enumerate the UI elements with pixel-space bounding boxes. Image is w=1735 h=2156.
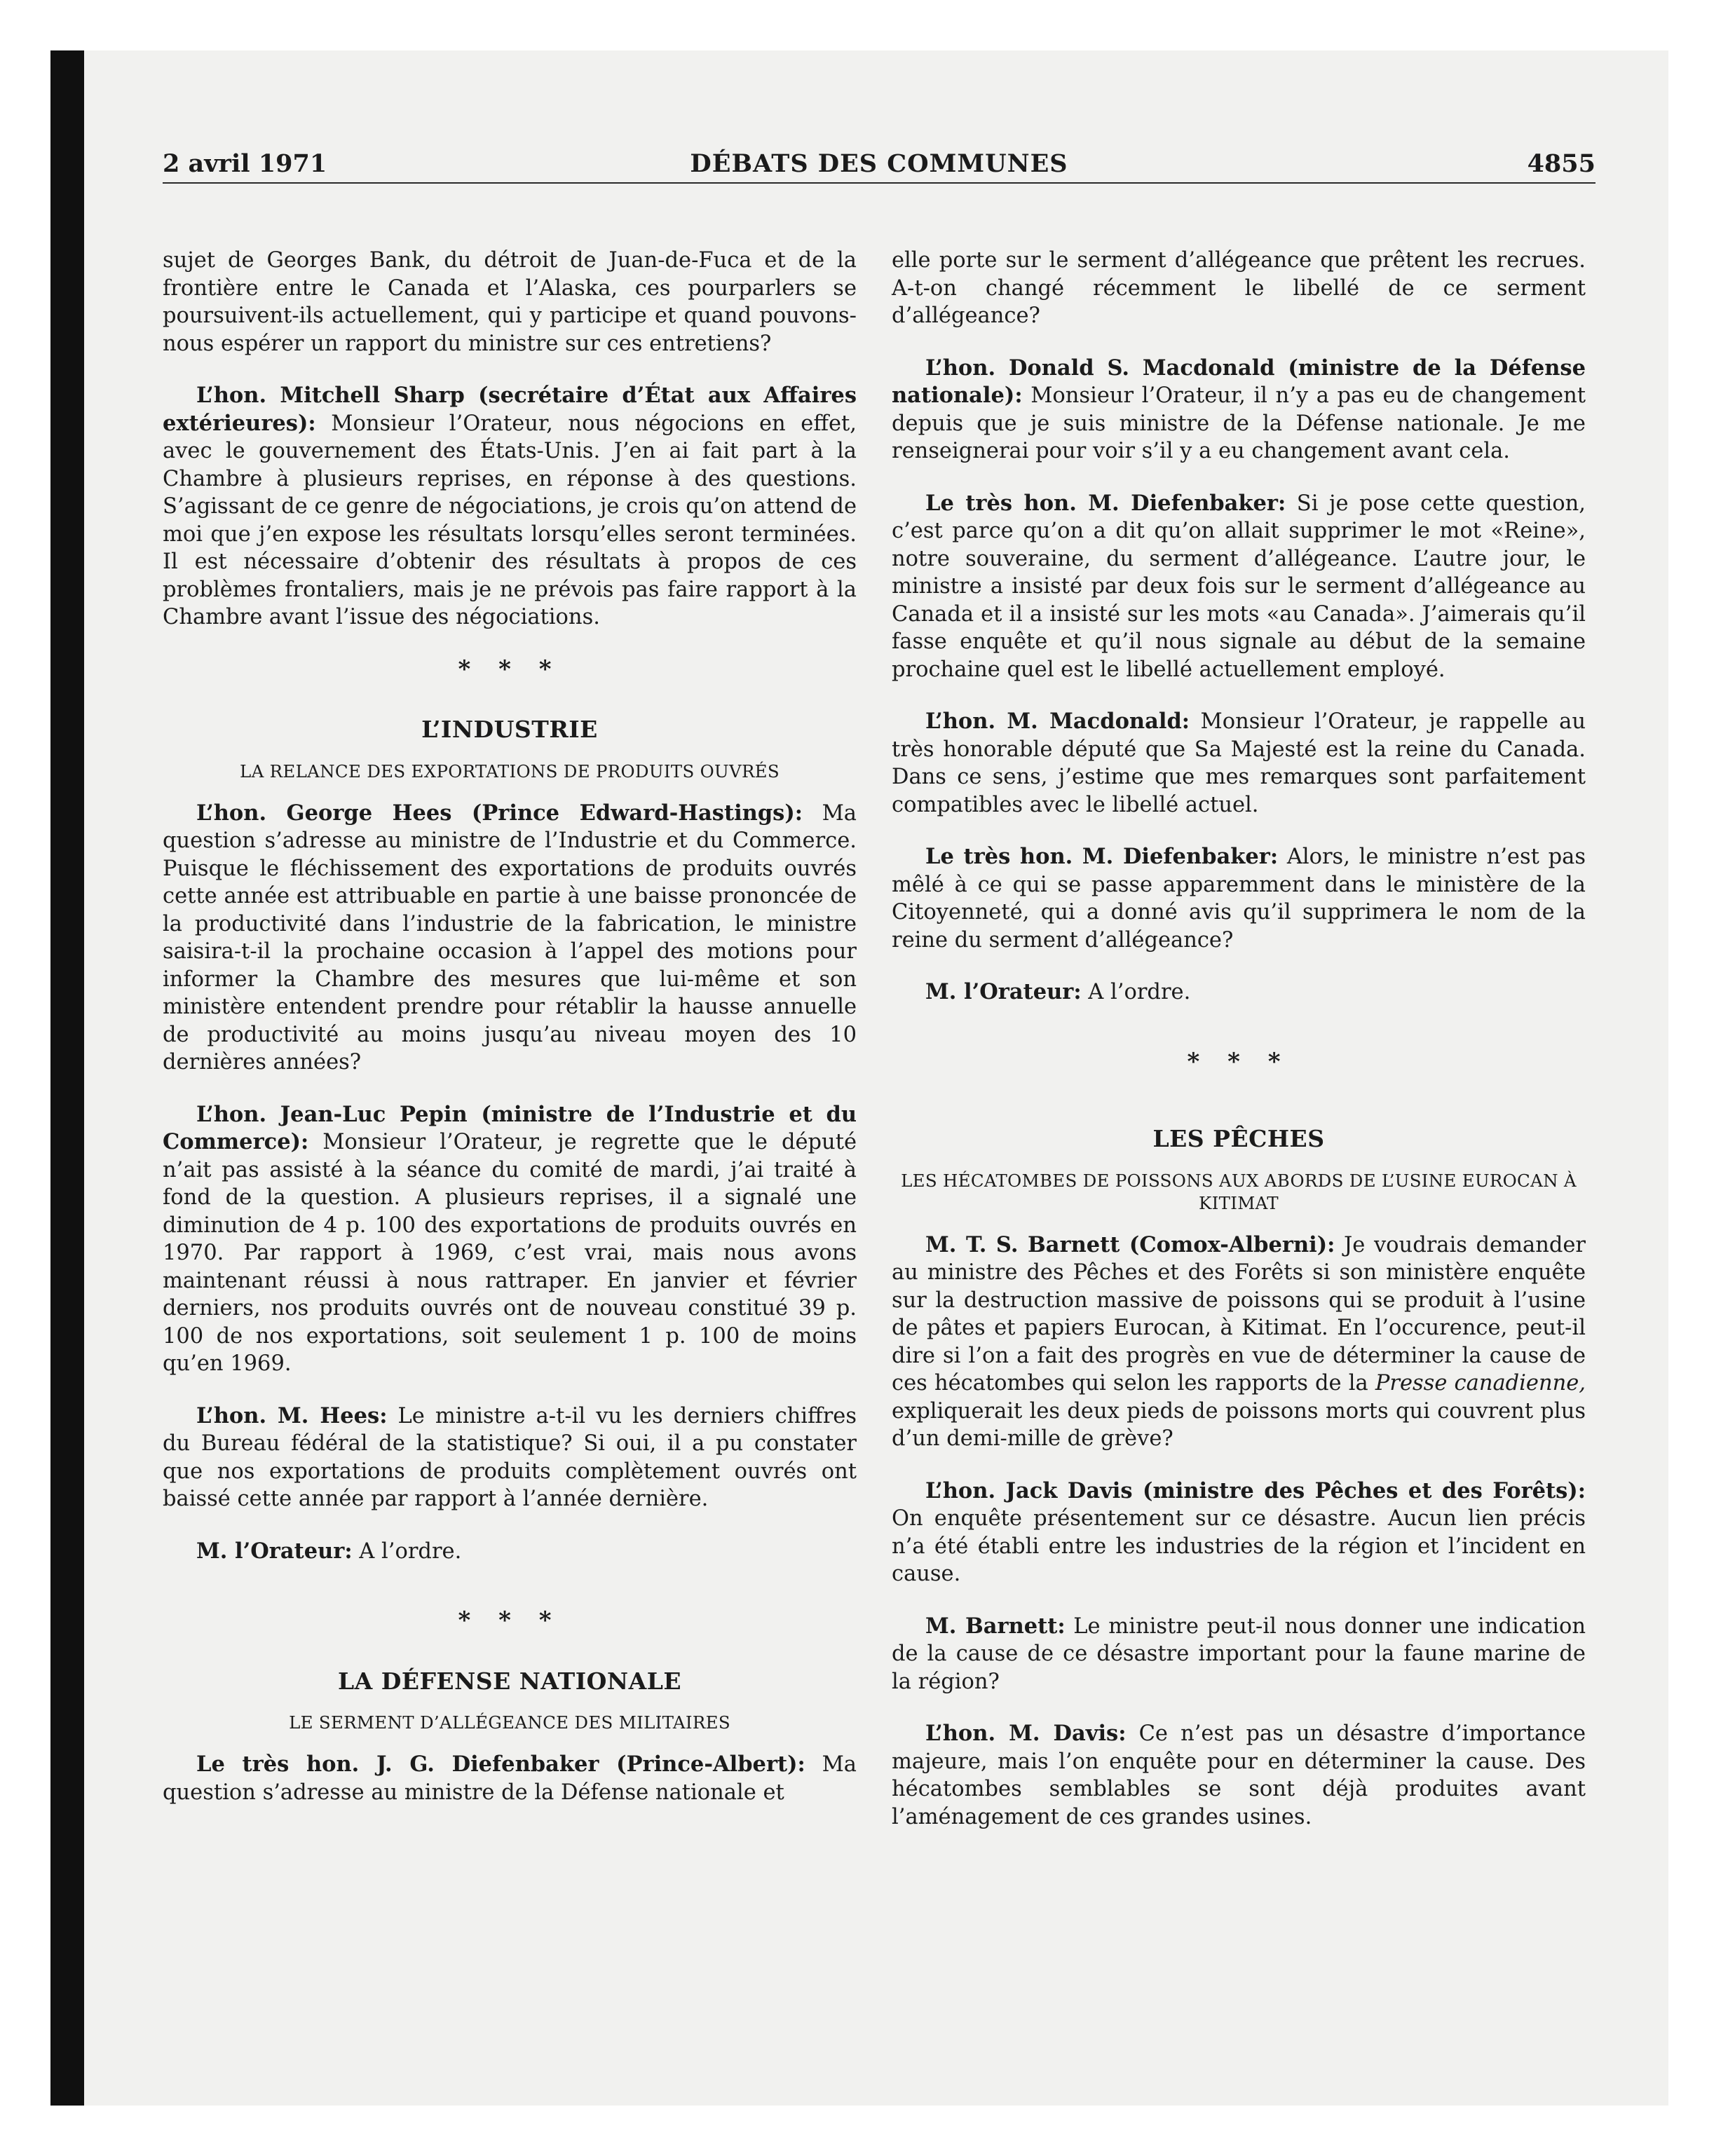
subsection-heading: LA RELANCE DES EXPORTATIONS DE PRODUITS OUVRÉS: [240, 760, 780, 782]
speaker-name: L’hon. M. Hees:: [196, 1403, 388, 1428]
paragraph: [892, 1720, 1586, 1831]
paragraph: [163, 1751, 857, 1806]
speech-text: Alors, le ministre n’est pas mêlé à ce qui se passe apparemment dans le ministère de la Citoyenneté, qui a donné avis qu’il supprimera le nom de la reine du serment d’allégeance?: [892, 845, 1586, 953]
paragraph: [163, 1538, 857, 1566]
speaker-name: M. T. S. Barnett (Comox-Alberni):: [925, 1231, 1335, 1257]
section-heading: LES PÊCHES: [1152, 1125, 1325, 1152]
speaker-name: Le très hon. M. Diefenbaker:: [925, 844, 1279, 869]
speech-text: On enquête présentement sur ce désastre. Aucun lien précis n’a été établi entre les industries de la région et l’incident en cause.: [892, 1506, 1586, 1586]
paragraph: [163, 1101, 857, 1378]
paragraph: [892, 1478, 1586, 1588]
section-separator: * * *: [458, 655, 562, 683]
paragraph: [892, 978, 1586, 1007]
speaker-name: L’hon. George Hees (Prince Edward-Hastings):: [196, 800, 803, 826]
paragraph: [892, 708, 1586, 819]
speech-text: Le ministre peut-il nous donner une indication de la cause de ce désastre important pour la faune marine de la région?: [892, 1613, 1586, 1694]
section-heading: L’INDUSTRIE: [421, 716, 598, 743]
speaker-name: L’hon. Jean-Luc Pepin (ministre de l’Industrie et du Commerce):: [163, 1101, 857, 1154]
speech-text: Monsieur l’Orateur, il n’y a pas eu de changement depuis que je suis ministre de la Défense nationale. Je me renseignerai pour voir s’il y a eu changement avant cela.: [892, 383, 1586, 463]
speech-text: Ce n’est pas un désastre d’importance majeure, mais l’on enquête pour en déterminer la cause. Des hécatombes semblables se sont déjà produites avant l’aménagement de ces grandes usines.: [892, 1721, 1586, 1829]
speaker-name: Le très hon. M. Diefenbaker:: [925, 490, 1286, 516]
paragraph: [892, 355, 1586, 465]
left-column: [163, 247, 857, 1831]
paragraph: [892, 843, 1586, 954]
paragraph: [163, 382, 857, 632]
speaker-name: M. Barnett:: [925, 1613, 1066, 1639]
section-separator: * * *: [1187, 1047, 1291, 1076]
speaker-name: L’hon. Mitchell Sharp (secrétaire d’État aux Affaires extérieures):: [163, 383, 857, 436]
subsection-heading: LE SERMENT D’ALLÉGEANCE DES MILITAIRES: [289, 1712, 730, 1733]
speaker-name: L’hon. Jack Davis (ministre des Pêches et des Forêts):: [925, 1478, 1586, 1503]
paragraph: [892, 1613, 1586, 1696]
header-page-number: 4855: [1527, 149, 1595, 178]
speaker-name: L’hon. M. Macdonald:: [925, 709, 1190, 734]
speaker-name: L’hon. M. Davis:: [925, 1721, 1127, 1746]
speech-text: A l’ordre.: [352, 1538, 462, 1564]
paragraph: [163, 800, 857, 1077]
scan-binding-edge: [50, 50, 84, 2106]
right-column: [892, 247, 1586, 1855]
speech-text: Ma question s’adresse au ministre de la Défense nationale et: [163, 1752, 857, 1805]
speech-text: expliquerait les deux pieds de poissons morts qui couvrent plus d’un demi-mille de grève?: [892, 1398, 1586, 1451]
header-date: 2 avril 1971: [163, 149, 327, 178]
speech-text: Monsieur l’Orateur, je rappelle au très honorable député que Sa Majesté est la reine du Canada. Dans ce sens, j’estime que mes remarques sont parfaitement compatibles avec le libellé actuel.: [892, 709, 1586, 817]
section-separator: * * *: [458, 1606, 562, 1635]
paragraph: [892, 490, 1586, 684]
speech-text: Monsieur l’Orateur, je regrette que le député n’ait pas assisté à la séance du comité de mardi, j’ai traité à fond de la question. A plusieurs reprises, il a signalé une diminution de 4 p. 100 des exportations de produits ouvrés en 1970. Par rapport à 1969, c’est vrai, mais nous avons maintenant réussi à nous rattraper. En janvier et février derniers, nos produits ouvrés ont de nouveau constitué 39 p. 100 de nos exportations, soit seulement 1 p. 100 de moins qu’en 1969.: [163, 1130, 857, 1376]
page-header: [163, 147, 1595, 184]
speech-text: Je voudrais demander au ministre des Pêches et des Forêts si son ministère enquête sur la destruction massive de poissons qui se produit à l’usine de pâtes et papiers Eurocan, à Kitimat. En l’occurence, peut-il dire si l’on a fait des progrès en vue de déterminer la cause de ces hécatombes qui selon les rapports de la: [892, 1232, 1586, 1396]
speech-text: Si je pose cette question, c’est parce qu’on a dit qu’on allait supprimer le mot «Reine», notre souveraine, du serment d’allégeance. L’autre jour, le ministre a insisté par deux fois sur le serment d’allégeance au Canada et il a insisté sur les mots «au Canada». J’aimerais qu’il fasse enquête et qu’il nous signale au début de la semaine prochaine quel est le libellé actuellement employé.: [892, 491, 1586, 682]
speaker-name: L’hon. Donald S. Macdonald (ministre de la Défense nationale):: [892, 355, 1586, 408]
publication-name: Presse canadienne,: [1375, 1371, 1586, 1396]
paragraph: [892, 1231, 1586, 1453]
paragraph: elle porte sur le serment d’allégeance que prêtent les recrues. A-t-on changé récemment le libellé de ce serment d’allégeance?: [892, 248, 1586, 328]
header-title: DÉBATS DES COMMUNES: [690, 149, 1068, 178]
speaker-name: M. l’Orateur:: [196, 1538, 353, 1564]
subsection-heading: LES HÉCATOMBES DE POISSONS AUX ABORDS DE L’USINE EUROCAN À KITIMAT: [901, 1170, 1577, 1213]
speech-text: Le ministre a-t-il vu les derniers chiffres du Bureau fédéral de la statistique? Si oui, il a pu constater que nos exportations de produits complètement ouvrés ont baissé cette année par rapport à l’année dernière.: [163, 1403, 857, 1511]
paragraph: [163, 1403, 857, 1513]
speech-text: A l’ordre.: [1081, 980, 1191, 1004]
speaker-name: Le très hon. J. G. Diefenbaker (Prince-Albert):: [196, 1752, 805, 1777]
scanned-page: [50, 50, 1668, 2106]
speech-text: Monsieur l’Orateur, nous négocions en effet, avec le gouvernement des États-Unis. J’en ai fait part à la Chambre à plusieurs reprises, en réponse à des questions. S’agissant de ce genre de négociations, je crois qu’on attend de moi que j’en expose les résultats lorsqu’elles seront terminées. Il est nécessaire d’obtenir des résultats à propos de ces problèmes frontaliers, mais je ne prévois pas faire rapport à la Chambre avant l’issue des négociations.: [163, 411, 857, 629]
paragraph: sujet de Georges Bank, du détroit de Juan-de-Fuca et de la frontière entre le Canada et l’Alaska, ces pourparlers se poursuivent-ils actuellement, qui y participe et quand pouvons-nous espérer un rapport du ministre sur ces entretiens?: [163, 248, 857, 356]
speaker-name: M. l’Orateur:: [925, 979, 1082, 1004]
speech-text: Ma question s’adresse au ministre de l’Industrie et du Commerce. Puisque le fléchissement des exportations de produits ouvrés cette année est attribuable en partie à une baisse prononcée de la productivité dans l’industrie de la fabrication, le ministre saisira-t-il la prochaine occasion à l’appel des motions pour informer la Chambre des mesures que lui-même et son ministère entendent prendre pour rétablir la hausse annuelle de productivité au moins jusqu’au niveau moyen des 10 dernières années?: [163, 800, 857, 1074]
section-heading: LA DÉFENSE NATIONALE: [337, 1667, 682, 1695]
